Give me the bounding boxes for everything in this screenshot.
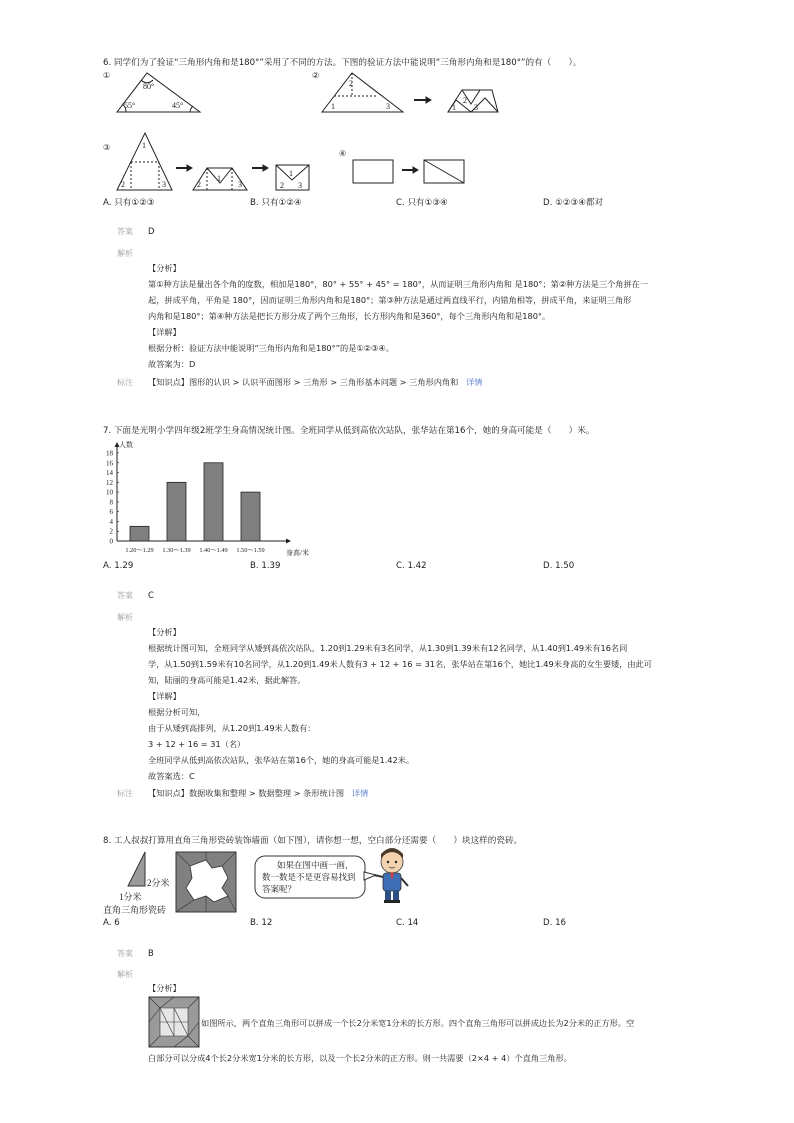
q7-answer: C	[148, 590, 154, 600]
q6-answer-label: 答案	[117, 227, 133, 236]
q8-analysis-side: 如图所示，两个直角三角形可以拼成一个长2分米宽1分米的长方形。四个直角三角形可以拼成边长为2分米的正方形。空	[201, 1018, 635, 1028]
analysis-line: 故答案选：C	[148, 771, 195, 781]
y-tick-label: 18	[106, 449, 113, 458]
x-tick-label: 1.20～1.29	[125, 547, 154, 554]
svg-text:3: 3	[386, 102, 390, 111]
y-tick-label: 12	[106, 478, 113, 487]
analysis-line: 故答案为：D	[148, 359, 196, 369]
analysis-line: 【详解】	[148, 691, 181, 701]
y-tick-label: 0	[109, 537, 113, 546]
svg-text:2: 2	[121, 180, 125, 189]
q7-tag-label: 标注	[117, 789, 133, 798]
bubble-text: 数一数是不是更容易找到	[262, 872, 356, 882]
q6-option-b[interactable]: B. 只有①②④	[250, 198, 302, 208]
q8-option-a[interactable]: A. 6	[103, 918, 120, 928]
tile-width-label: 1分米	[119, 892, 142, 902]
q8-option-d[interactable]: D. 16	[543, 918, 567, 928]
analysis-line: 【分析】	[148, 263, 181, 273]
q6-option-c[interactable]: C. 只有①③④	[396, 198, 448, 208]
analysis-line: 内角和是180°；第④种方法是把长方形分成了两个三角形，长方形内角和是360°，每个三角形内角和是180°。	[148, 311, 551, 321]
q8-answer-label: 答案	[117, 949, 133, 958]
fig-label-a80: 80°	[143, 82, 155, 91]
y-tick-label: 14	[106, 469, 113, 478]
q8-stem: 8. 工人叔叔打算用直角三角形瓷砖装饰墙面（如下图），请你想一想，空白部分还需要（ ）块这样的瓷砖。	[103, 836, 523, 846]
svg-text:1: 1	[217, 174, 221, 183]
analysis-line: 【分析】	[148, 627, 181, 637]
x-tick-label: 1.30～1.39	[162, 547, 191, 554]
q6-tag-label: 标注	[117, 378, 133, 387]
svg-text:2: 2	[463, 96, 467, 105]
analysis-line: 根据分析：验证方法中能说明“三角形内角和是180°”的是①②③④。	[148, 343, 394, 353]
svg-text:3: 3	[162, 180, 166, 189]
analysis-line: 由于从矮到高排列，从1.20到1.49米人数有：	[148, 723, 316, 733]
q8-analysis-head: 【分析】	[148, 983, 181, 993]
q7-option-d[interactable]: D. 1.50	[543, 561, 575, 571]
svg-text:2: 2	[280, 181, 284, 190]
svg-text:1: 1	[331, 102, 335, 111]
fig-label-a55: 55°	[124, 101, 136, 110]
analysis-line: 根据分析可知，	[148, 707, 206, 717]
wall-blank-area	[186, 860, 228, 902]
q8-option-c[interactable]: C. 14	[396, 918, 419, 928]
q7-option-a[interactable]: A. 1.29	[103, 561, 134, 571]
analysis-line: 根据统计图可知，全班同学从矮到高依次站队，1.20到1.29米有3名同学，从1.30到1.39米有12名同学，从1.40到1.49米有16名同	[148, 643, 628, 653]
svg-text:3: 3	[238, 180, 242, 189]
tile-height-label: 2分米	[147, 878, 170, 888]
fig-label-m4: ④	[339, 149, 347, 158]
svg-text:1: 1	[142, 141, 146, 150]
q6-analysis-label: 解析	[117, 249, 133, 258]
y-tick-label: 10	[106, 488, 113, 497]
q7-option-c[interactable]: C. 1.42	[396, 561, 427, 571]
analysis-line: 知，陆丽的身高可能是1.42米，据此解答。	[148, 675, 306, 685]
svg-text:1: 1	[452, 103, 456, 112]
analysis-line: 起，拼成平角，平角是 180°，因而证明三角形内角和是180°；第③种方法是通过两直线平行，内错角相等，拼成平角，来证明三角形	[148, 295, 632, 305]
svg-text:3: 3	[474, 103, 478, 112]
q7-option-b[interactable]: B. 1.39	[250, 561, 281, 571]
fig-label-m1: ①	[103, 71, 111, 80]
q7-analysis-label: 解析	[117, 613, 133, 622]
fig-label-m3: ③	[103, 143, 111, 152]
bubble-text: 如果在图中画一画，	[277, 860, 354, 870]
q8-answer: B	[148, 948, 154, 958]
analysis-line: 【详解】	[148, 327, 181, 337]
q8-option-b[interactable]: B. 12	[250, 918, 273, 928]
y-tick-label: 6	[109, 508, 113, 517]
svg-text:2: 2	[197, 180, 201, 189]
x-axis-label: 身高/米	[286, 549, 309, 557]
y-axis-label: 人数	[119, 441, 133, 449]
q7-stem: 7. 下面是光明小学四年级2班学生身高情况统计图。全班同学从低到高依次站队，张华站在第16个，她的身高可能是（ ）米。	[103, 426, 595, 436]
fig-label-m2: ②	[312, 71, 320, 80]
q6-option-d[interactable]: D. ①②③④都对	[543, 198, 604, 208]
q7-answer-label: 答案	[117, 591, 133, 600]
tile-caption: 直角三角形瓷砖	[103, 905, 167, 915]
bubble-text: 答案呢？	[262, 884, 297, 894]
y-tick-label: 8	[109, 498, 113, 507]
q6-stem: 6. 同学们为了验证“三角形内角和是180°”采用了不同的方法。下图的验证方法中能说明“三角形内角和是180°”的有（ ）。	[103, 58, 582, 68]
cartoon-boy-icon	[374, 848, 408, 903]
q8-analysis-last: 白部分可以分成4个长2分米宽1分米的长方形，以及一个长2分米的正方形。则一共需要（2×4 + 4）个直角三角形。	[148, 1053, 572, 1063]
detail-link[interactable]: 详情	[351, 788, 369, 798]
detail-link[interactable]: 详情	[466, 377, 483, 387]
analysis-line: 全班同学从低到高依次站队，张华站在第16个，她的身高可能是1.42米。	[148, 755, 415, 765]
q6-option-a[interactable]: A. 只有①②③	[103, 198, 155, 208]
analysis-line: 第①种方法是量出各个角的度数，相加是180°，80° + 55° + 45° = 180°，从而证明三角形内角和 是180°；第②种方法是三个角拼在一	[148, 279, 649, 289]
q8-analysis-label: 解析	[117, 970, 133, 979]
x-tick-label: 1.50～1.59	[236, 547, 265, 554]
knowledge-point: 【知识点】数据收集和整理 > 数据整理 > 条形统计图	[148, 788, 345, 798]
svg-text:1: 1	[289, 169, 293, 178]
q6-answer: D	[148, 226, 155, 236]
svg-text:3: 3	[298, 181, 302, 190]
analysis-square	[149, 997, 199, 1047]
analysis-line: 学，从1.50到1.59米有10名同学，从1.20到1.49米人数有3 + 12 + 16 = 31名，张华站在第16个，她比1.49米身高的女生要矮，由此可	[148, 659, 652, 669]
y-tick-label: 2	[109, 527, 113, 536]
fig-label-a45: 45°	[172, 101, 184, 110]
tile-triangle	[128, 852, 145, 886]
svg-text:2: 2	[349, 79, 353, 88]
knowledge-point: 【知识点】图形的认识 > 认识平面图形 > 三角形 > 三角形基本问题 > 三角形内角和	[148, 377, 459, 387]
y-tick-label: 4	[109, 517, 113, 526]
x-tick-label: 1.40～1.49	[199, 547, 228, 554]
analysis-line: 3 + 12 + 16 = 31（名）	[148, 739, 246, 749]
y-tick-label: 16	[106, 459, 113, 468]
